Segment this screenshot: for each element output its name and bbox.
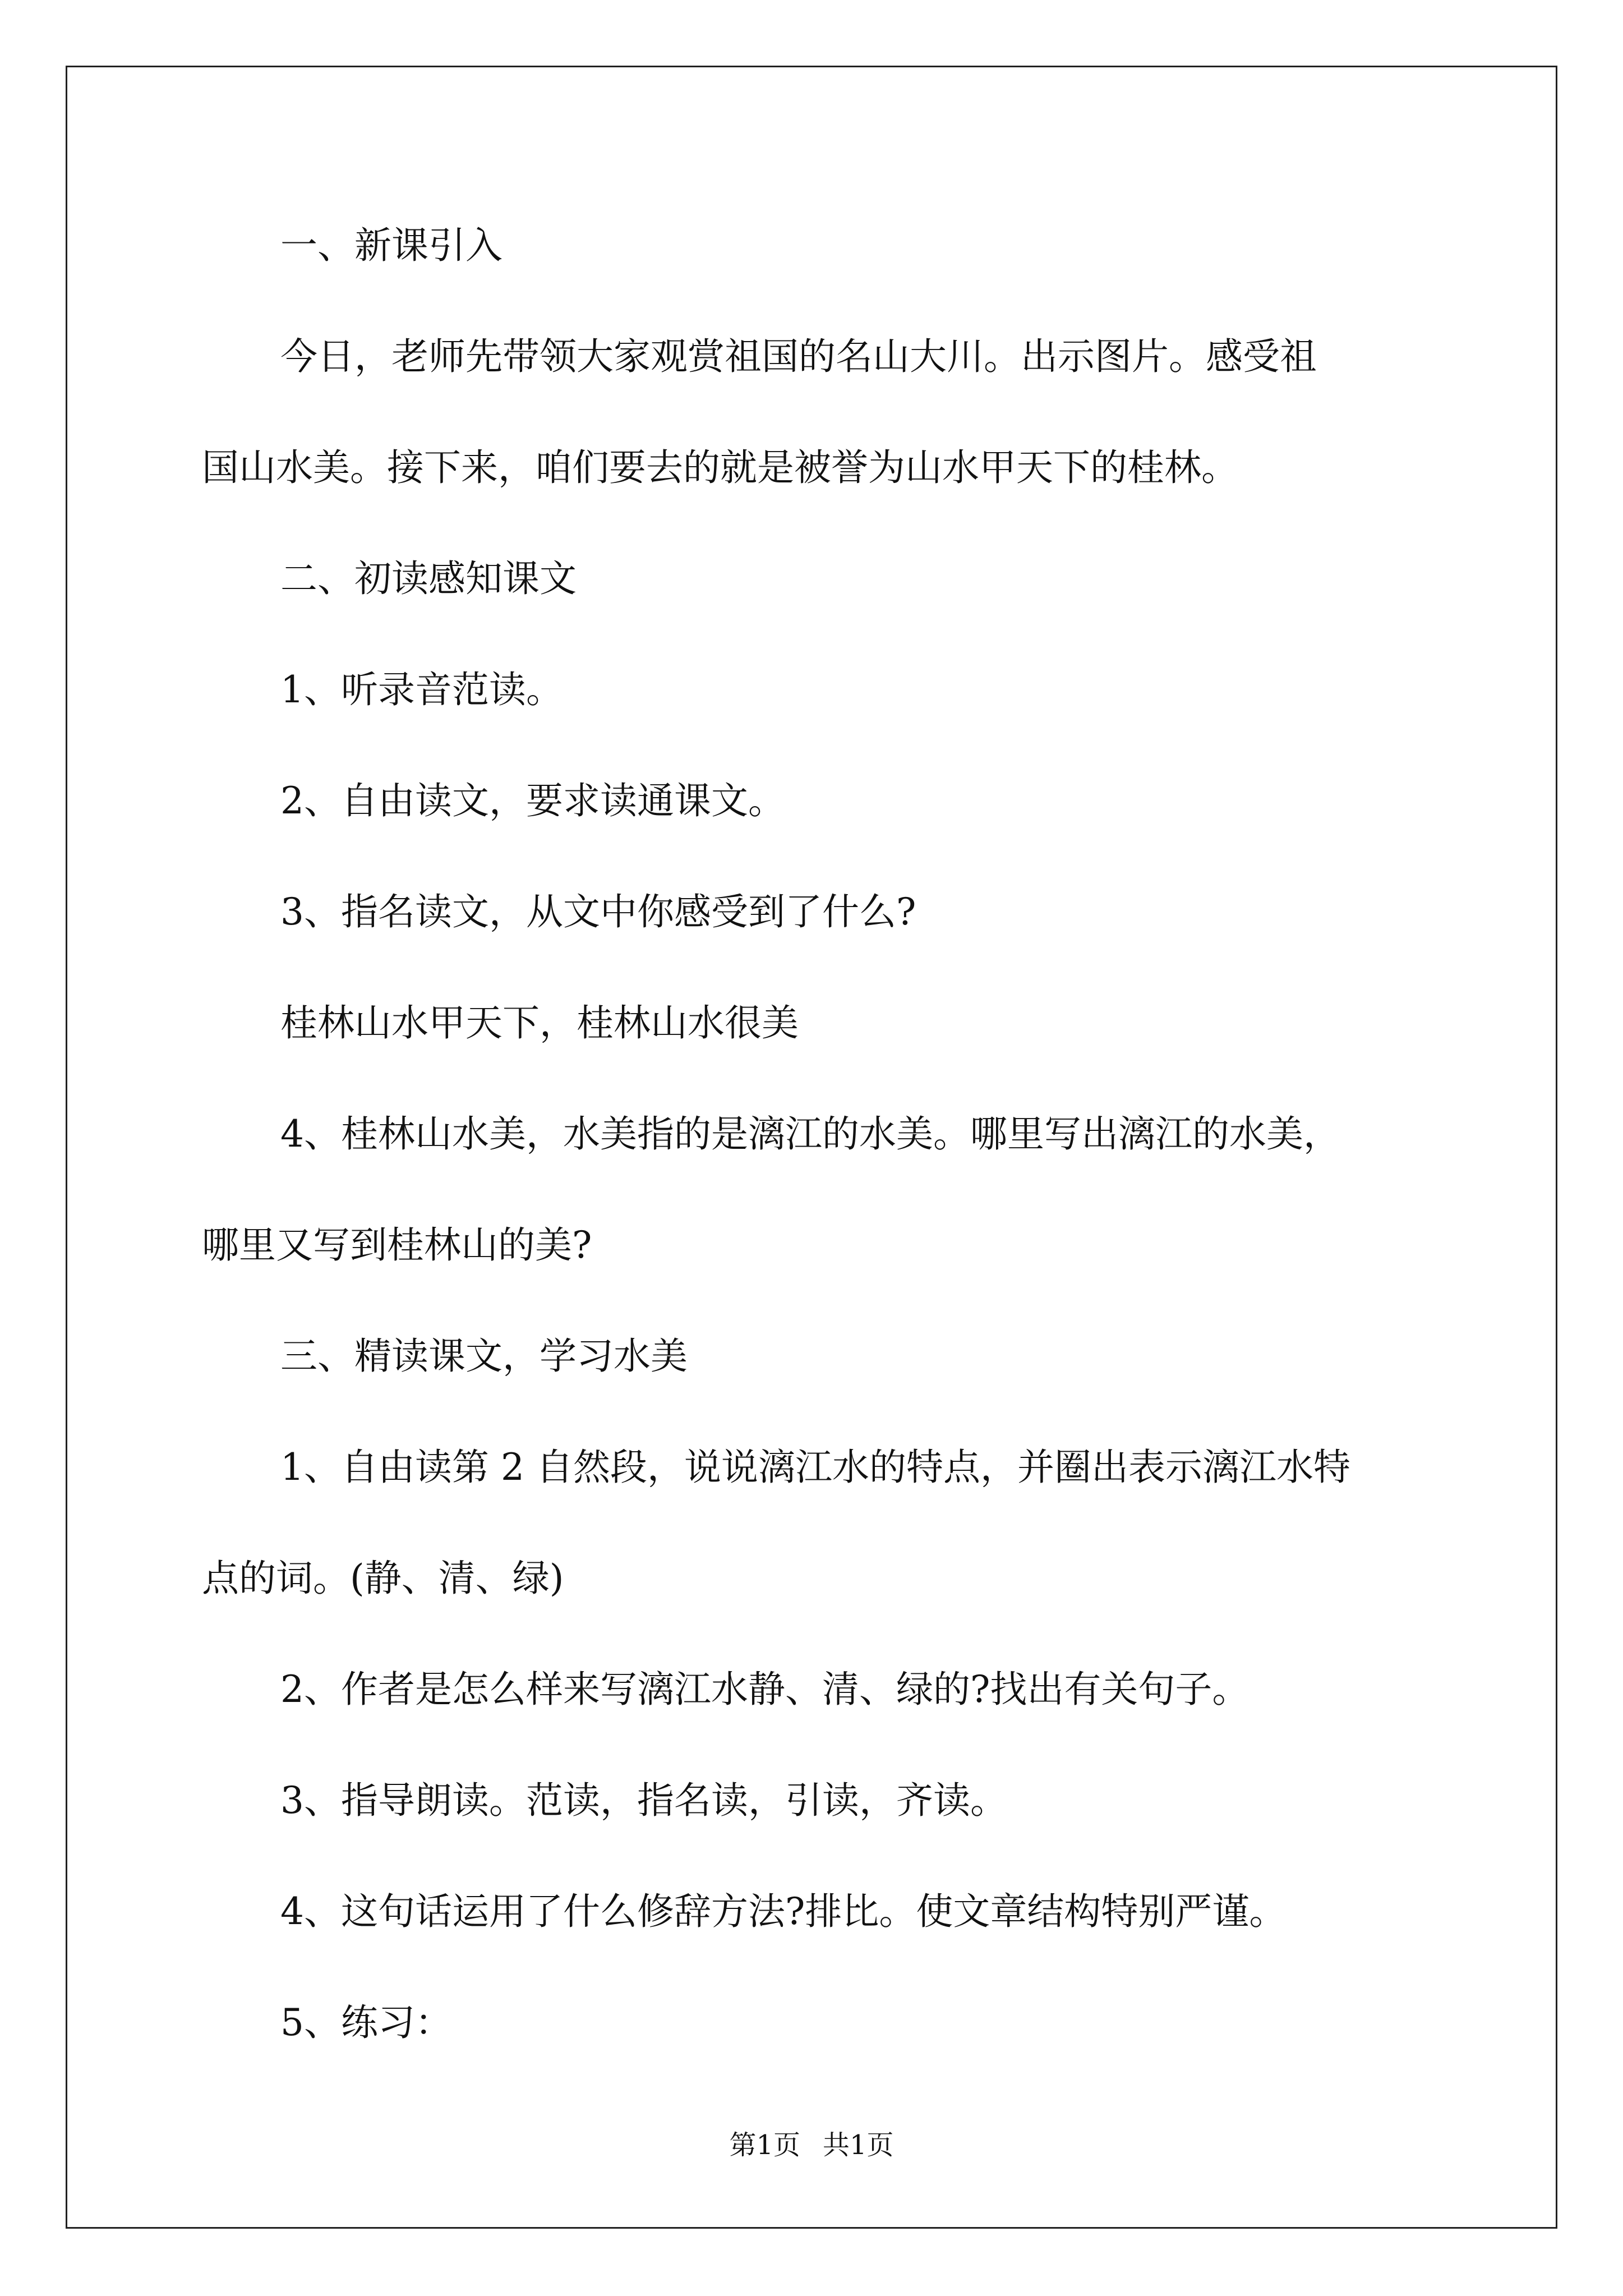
section-heading-first-reading: 二、初读感知课文 <box>280 557 577 600</box>
list-item: 4、桂林山水美，水美指的是漓江的水美。哪里写出漓江的水美， <box>280 1112 1340 1156</box>
section-heading-intro: 一、新课引入 <box>280 224 502 267</box>
paragraph-line: 桂林山水甲天下，桂林山水很美 <box>280 1001 799 1045</box>
list-item: 3、指导朗读。范读，指名读，引读，齐读。 <box>280 1779 1007 1822</box>
list-item: 2、自由读文，要求读通课文。 <box>280 779 785 822</box>
list-item: 4、这句话运用了什么修辞方法?排比。使文章结构特别严谨。 <box>280 1890 1287 1933</box>
list-item: 2、作者是怎么样来写漓江水静、清、绿的?找出有关句子。 <box>280 1668 1249 1711</box>
page-total: 共1页 <box>823 2129 894 2161</box>
paragraph-line: 哪里又写到桂林山的美? <box>202 1223 592 1267</box>
paragraph-line: 点的词。(静、清、绿) <box>202 1557 564 1600</box>
section-heading-close-reading: 三、精读课文，学习水美 <box>280 1335 688 1378</box>
list-item: 5、练习： <box>280 2001 452 2044</box>
paragraph-line: 今日，老师先带领大家观赏祖国的名山大川。出示图片。感受祖 <box>280 335 1317 378</box>
page-number: 第1页 <box>729 2129 800 2161</box>
page-footer <box>0 2128 1623 2162</box>
list-item: 3、指名读文，从文中你感受到了什么? <box>280 890 916 933</box>
list-item: 1、自由读第 2 自然段，说说漓江水的特点，并圈出表示漓江水特 <box>280 1446 1350 1489</box>
list-item: 1、听录音范读。 <box>280 668 563 711</box>
paragraph-line: 国山水美。接下来，咱们要去的就是被誉为山水甲天下的桂林。 <box>202 446 1238 489</box>
